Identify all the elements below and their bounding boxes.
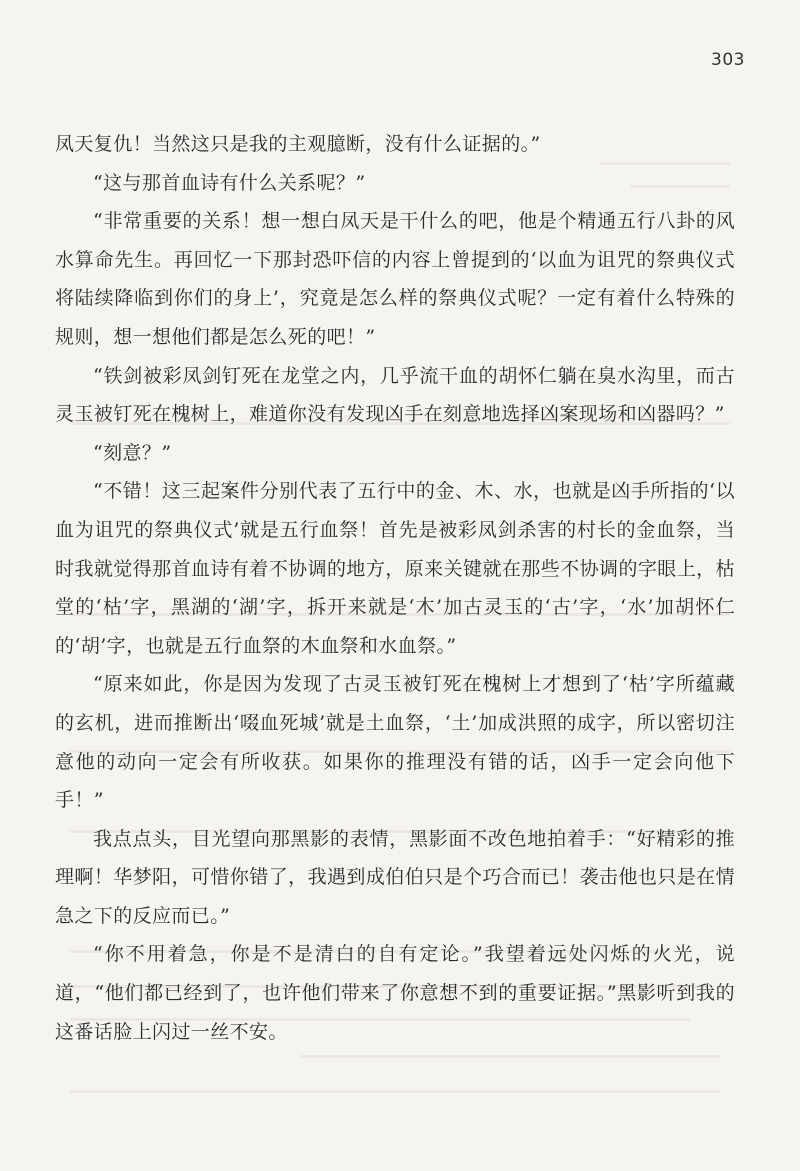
show-through-line: [300, 1055, 720, 1058]
paragraph: “这与那首血诗有什么关系呢？”: [93, 171, 366, 194]
paragraph: “铁剑被彩凤剑钉死在龙堂之内，几乎流干血的胡怀仁躺在臭水沟里，而古灵玉被钉死在槐树上，难道你没有发现凶手在刻意地选择凶案现场和凶器吗？”: [55, 364, 735, 426]
paragraph: “刻意？”: [93, 441, 172, 464]
paragraph: “不错！这三起案件分别代表了五行中的金、木、水，也就是凶手所指的‘以血为诅咒的祭典仪式’就是五行血祭！首先是被彩凤剑杀害的村长的金血祭，当时我就觉得那首血诗有着不协调的地方，原来关键就在那些不协调的字眼上，枯堂的‘枯’字，黑湖的‘湖’字，拆开来就是‘木’加古灵玉的‘古’字，‘水’加胡怀仁的‘胡’字，也就是五行血祭的木血祭和水血祭。”: [55, 480, 735, 657]
body-text: [55, 125, 735, 1051]
page-number: 303: [711, 50, 745, 70]
show-through-line: [70, 1090, 720, 1093]
paragraph: 我点点头，目光望向那黑影的表情，黑影面不改色地拍着手：“好精彩的推理啊！华梦阳，可惜你错了，我遇到成伯伯只是个巧合而已！袭击他也只是在情急之下的反应而已。”: [55, 827, 735, 927]
paragraph: “原来如此，你是因为发现了古灵玉被钉死在槐树上才想到了‘枯’字所蕴藏的玄机，进而推断出‘啜血死城’就是土血祭，‘土’加成洪照的成字，所以密切注意他的动向一定会有所收获。如果你的推理没有错的话，凶手一定会向他下手！”: [55, 673, 735, 812]
paragraph: “你不用着急，你是不是清白的自有定论。”我望着远处闪烁的火光，说道，“他们都已经到了，也许他们带来了你意想不到的重要证据。”黑影听到我的这番话脸上闪过一丝不安。: [55, 943, 735, 1043]
paragraph: “非常重要的关系！想一想白凤天是干什么的吧，他是个精通五行八卦的风水算命先生。再回忆一下那封恐吓信的内容上曾提到的‘以血为诅咒的祭典仪式将陆续降临到你们的身上’，究竟是怎么样的祭典仪式呢？一定有着什么特殊的规则，想一想他们都是怎么死的吧！”: [55, 210, 735, 348]
paragraph: 凤天复仇！当然这只是我的主观臆断，没有什么证据的。”: [55, 133, 541, 155]
